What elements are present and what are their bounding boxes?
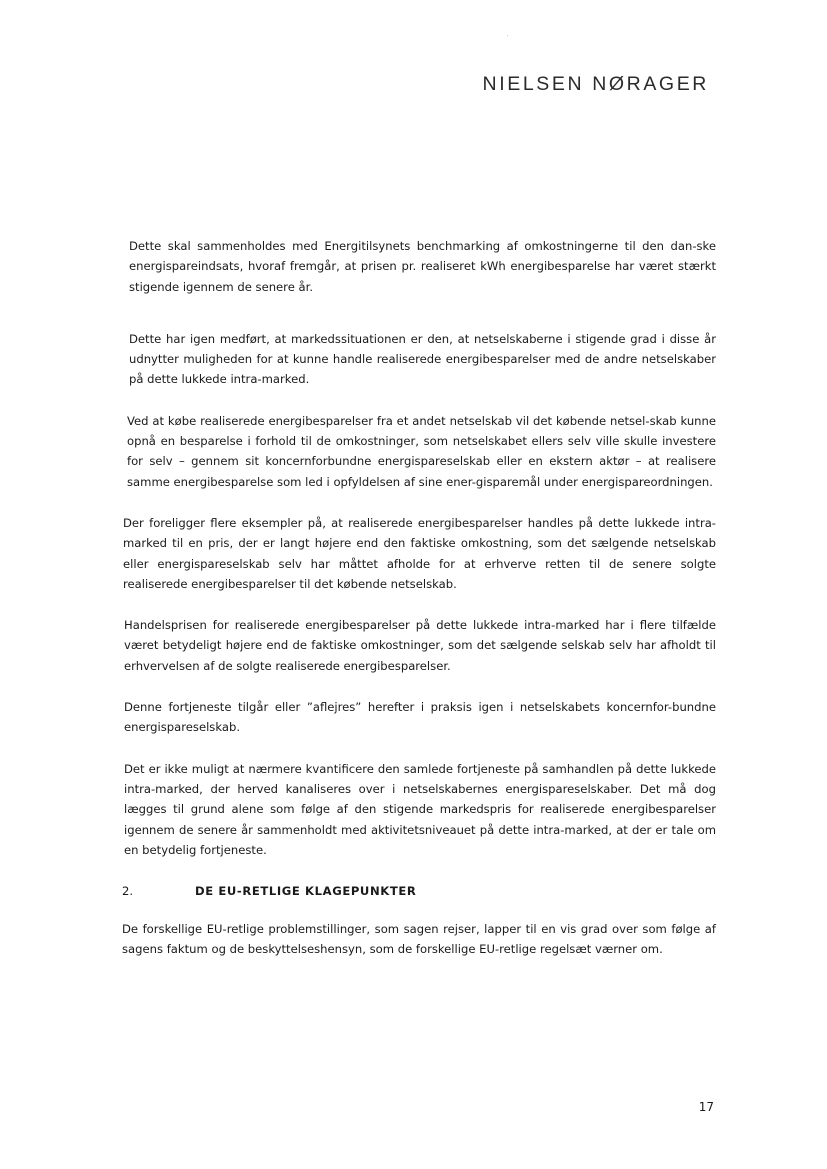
paragraph-profit-quantification: Det er ikke muligt at nærmere kvantificere den samlede fortjeneste på samhandlen på dette lukkede intra-marked, der herved kanaliseres over i netselskabernes energispareselskaber. Det må dog lægges til grund alene som følge af den stigende markedspris for realiserede energibesparelser igennem de senere år sammenholdt med aktivitetsniveauet på dette intra-marked, at der er tale om en betydelig fortjeneste. <box>124 761 716 857</box>
firm-logo: NIELSEN NØRAGER <box>482 73 709 95</box>
paragraph-profit-deposit: Denne fortjeneste tilgår eller ”aflejres” herefter i praksis igen i netselskabets koncernfor-bundne energispareselskab. <box>124 700 716 735</box>
paragraph-market-situation: Dette har igen medført, at markedssituationen er den, at netselskaberne i stigende grad i disse år udnytter muligheden for at kunne handle realiserede energibesparelser med de andre netselskaber på dette lukkede intra-marked. <box>129 331 716 387</box>
paragraph-purchase-savings: Ved at købe realiserede energibesparelser fra et andet netselskab vil det købende netsel-skab kunne opnå en besparelse i forhold til de omkostninger, som netselskabet ellers selv ville skulle investere for selv – gennem sit koncernforbundne energispareselskab eller en ekstern aktør – at realisere samme energibesparelse som led i opfyldelsen af sine ener-gisparemål under energispareordningen. <box>127 413 716 489</box>
section-heading <box>116 881 716 901</box>
scan-artifact <box>507 35 508 36</box>
page-number: 17 <box>698 1100 714 1114</box>
paragraph-trade-examples: Der foreligger flere eksempler på, at realiserede energibesparelser handles på dette lukkede intra-marked til en pris, der er langt højere end den faktiske omkostning, som det sælgende netselskab eller energispareselskab selv har måttet afholde for at erhverve retten til de senere solgte realiserede energibesparelser til det købende netselskab. <box>123 515 716 591</box>
paragraph-benchmarking: Dette skal sammenholdes med Energitilsynets benchmarking af omkostningerne til den dan-ske energispareindsats, hvoraf fremgår, at prisen pr. realiseret kWh energibesparelse har været stærkt stigende igennem de senere år. <box>129 239 716 294</box>
document-body <box>116 236 716 981</box>
section-title: DE EU-RETLIGE KLAGEPUNKTER <box>195 884 417 899</box>
paragraph-eu-issues: De forskellige EU-retlige problemstillinger, som sagen rejser, lapper til en vis grad over som følge af sagens faktum og de beskyttelseshensyn, som de forskellige EU-retlige regelsæt værner om. <box>122 922 716 957</box>
paragraph-trade-price: Handelsprisen for realiserede energibesparelser på dette lukkede intra-marked har i flere tilfælde været betydeligt højere end de faktiske omkostninger, som det sælgende selskab selv har afholdt til erhvervelsen af de solgte realiserede energibesparelser. <box>124 618 716 673</box>
section-number: 2. <box>122 884 134 899</box>
